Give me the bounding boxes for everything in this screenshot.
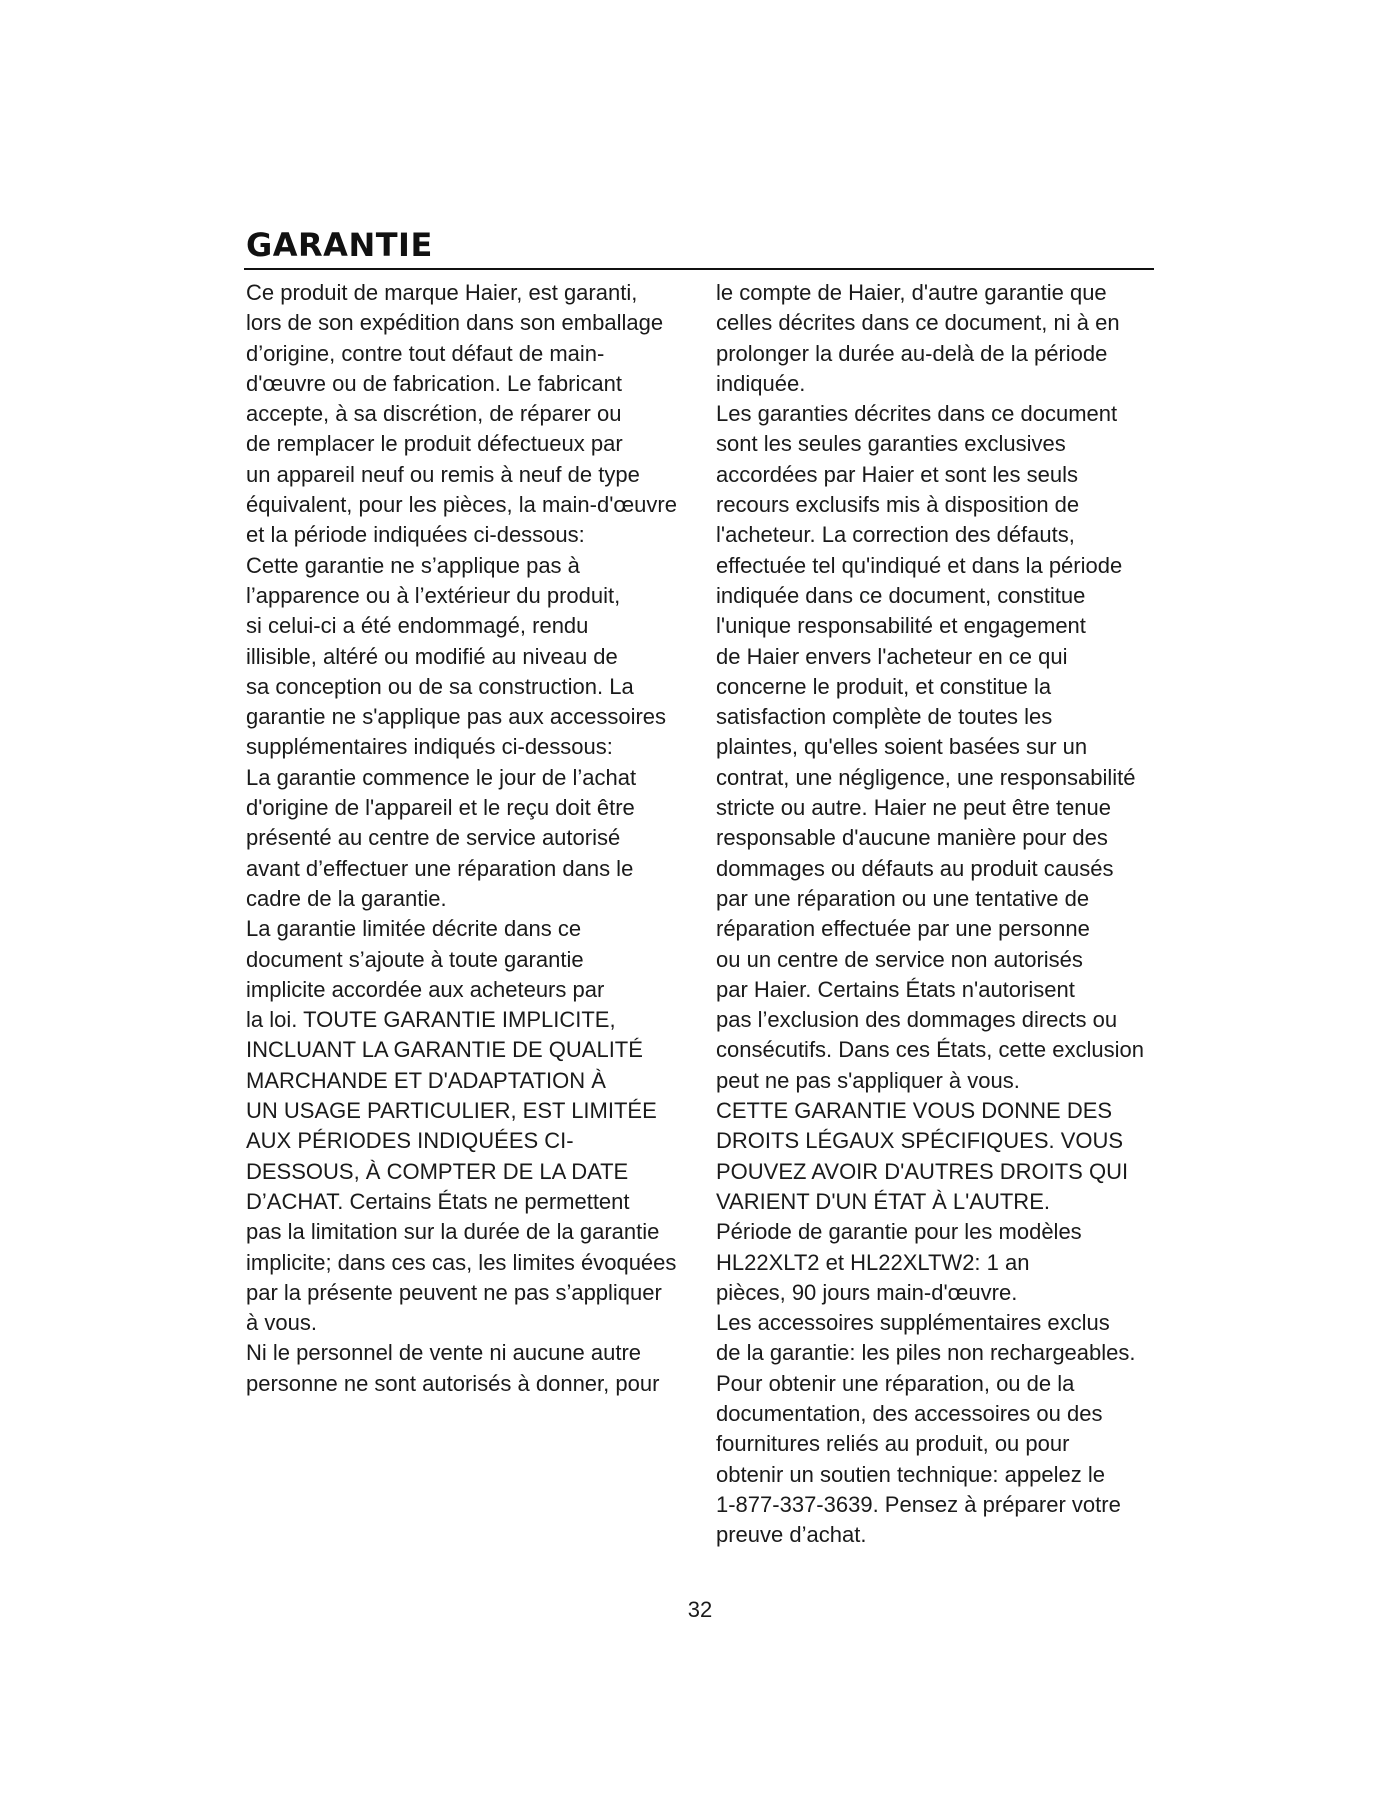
text-line: documentation, des accessoires ou des [716,1400,1103,1426]
text-line: lors de son expédition dans son emballage [246,310,664,336]
text-line: 1-877-337-3639. Pensez à préparer votre [716,1491,1121,1517]
page-number: 32 [687,1597,713,1622]
text-line: responsable d'aucune manière pour des [716,825,1108,851]
text-line: à vous. [246,1310,317,1336]
text-line: satisfaction complète de toutes les [716,704,1053,730]
text-line: personne ne sont autorisés à donner, pour [246,1370,660,1396]
text-line: Ce produit de marque Haier, est garanti, [246,280,638,305]
title-underline [244,268,1154,270]
text-line: plaintes, qu'elles soient basées sur un [716,734,1088,760]
text-line: fournitures reliés au produit, ou pour [716,1431,1070,1457]
text-line: la loi. TOUTE GARANTIE IMPLICITE, [246,1007,616,1033]
text-line: UN USAGE PARTICULIER, EST LIMITÉE [246,1098,657,1124]
text-line: d'œuvre ou de fabrication. Le fabricant [246,370,622,396]
text-line: réparation effectuée par une personne [716,916,1090,942]
text-line: par Haier. Certains États n'autorisent [716,976,1075,1002]
text-line: par une réparation ou une tentative de [716,885,1090,911]
text-line: sont les seules garanties exclusives [716,431,1066,457]
text-line: cadre de la garantie. [246,885,447,911]
text-line: prolonger la durée au-delà de la période [716,340,1108,366]
text-line: D’ACHAT. Certains États ne permettent [246,1188,630,1214]
text-line: recours exclusifs mis à disposition de [716,492,1080,518]
text-line: implicite; dans ces cas, les limites évoquées [246,1249,677,1275]
text-line: ou un centre de service non autorisés [716,946,1083,972]
text-line: pas l’exclusion des dommages directs ou [716,1007,1118,1033]
text-line: accordées par Haier et sont les seuls [716,461,1078,487]
text-line: illisible, altéré ou modifié au niveau de [246,643,618,669]
text-line: VARIENT D'UN ÉTAT À L'AUTRE. [716,1188,1050,1214]
text-line: Cette garantie ne s’applique pas à [246,552,580,578]
text-line: de Haier envers l'acheteur en ce qui [716,643,1068,669]
text-line: l’apparence ou à l’extérieur du produit, [246,582,621,608]
text-line: implicite accordée aux acheteurs par [246,976,605,1002]
text-line: DROITS LÉGAUX SPÉCIFIQUES. VOUS [716,1128,1124,1154]
text-line: accepte, à sa discrétion, de réparer ou [246,401,622,427]
text-line: INCLUANT LA GARANTIE DE QUALITÉ [246,1037,643,1063]
text-line: d’origine, contre tout défaut de main- [246,340,605,366]
page-title: GARANTIE [246,226,433,264]
text-line: concerne le produit, et constitue la [716,673,1052,699]
text-line: Les garanties décrites dans ce document [716,401,1118,427]
text-line: le compte de Haier, d'autre garantie que [716,280,1107,305]
text-line: présenté au centre de service autorisé [246,825,621,851]
text-line: obtenir un soutien technique: appelez le [716,1461,1105,1487]
text-line: supplémentaires indiqués ci-dessous: [246,734,613,760]
text-line: La garantie limitée décrite dans ce [246,916,582,942]
right-text-column [716,278,1166,1550]
text-line: DESSOUS, À COMPTER DE LA DATE [246,1158,629,1184]
text-line: Les accessoires supplémentaires exclus [716,1310,1110,1336]
text-line: Ni le personnel de vente ni aucune autre [246,1340,642,1366]
text-line: document s’ajoute à toute garantie [246,946,584,972]
text-line: effectuée tel qu'indiqué et dans la période [716,552,1123,578]
text-line: MARCHANDE ET D'ADAPTATION À [246,1067,606,1093]
text-line: pas la limitation sur la durée de la garantie [246,1219,660,1245]
text-line: et la période indiquées ci-dessous: [246,522,585,548]
text-line: de la garantie: les piles non rechargeables. [716,1340,1136,1366]
text-line: garantie ne s'applique pas aux accessoires [246,704,667,730]
text-line: celles décrites dans ce document, ni à en [716,310,1120,336]
text-line: HL22XLT2 et HL22XLTW2: 1 an [716,1249,1030,1275]
text-line: peut ne pas s'appliquer à vous. [716,1067,1020,1093]
text-line: consécutifs. Dans ces États, cette exclusion [716,1037,1144,1063]
text-line: CETTE GARANTIE VOUS DONNE DES [716,1098,1113,1124]
text-line: si celui-ci a été endommagé, rendu [246,613,589,639]
text-line: dommages ou défauts au produit causés [716,855,1114,881]
text-line: Période de garantie pour les modèles [716,1219,1082,1245]
text-line: contrat, une négligence, une responsabilité [716,764,1136,790]
text-line: pièces, 90 jours main-d'œuvre. [716,1279,1018,1305]
text-line: indiquée dans ce document, constitue [716,582,1086,608]
text-line: preuve d’achat. [716,1522,867,1548]
text-line: par la présente peuvent ne pas s’appliquer [246,1279,662,1305]
text-line: sa conception ou de sa construction. La [246,673,634,699]
text-line: d'origine de l'appareil et le reçu doit être [246,795,635,821]
text-line: équivalent, pour les pièces, la main-d'œuvre [246,492,677,518]
text-line: l'unique responsabilité et engagement [716,613,1086,639]
text-line: AUX PÉRIODES INDIQUÉES CI- [246,1128,574,1154]
text-line: indiquée. [716,370,806,396]
text-line: stricte ou autre. Haier ne peut être tenue [716,795,1112,821]
text-line: de remplacer le produit défectueux par [246,431,623,457]
text-line: avant d’effectuer une réparation dans le [246,855,634,881]
text-line: POUVEZ AVOIR D'AUTRES DROITS QUI [716,1158,1129,1184]
left-text-column [246,278,696,1399]
text-line: Pour obtenir une réparation, ou de la [716,1370,1075,1396]
text-line: un appareil neuf ou remis à neuf de type [246,461,640,487]
text-line: La garantie commence le jour de l’achat [246,764,637,790]
text-line: l'acheteur. La correction des défauts, [716,522,1075,548]
